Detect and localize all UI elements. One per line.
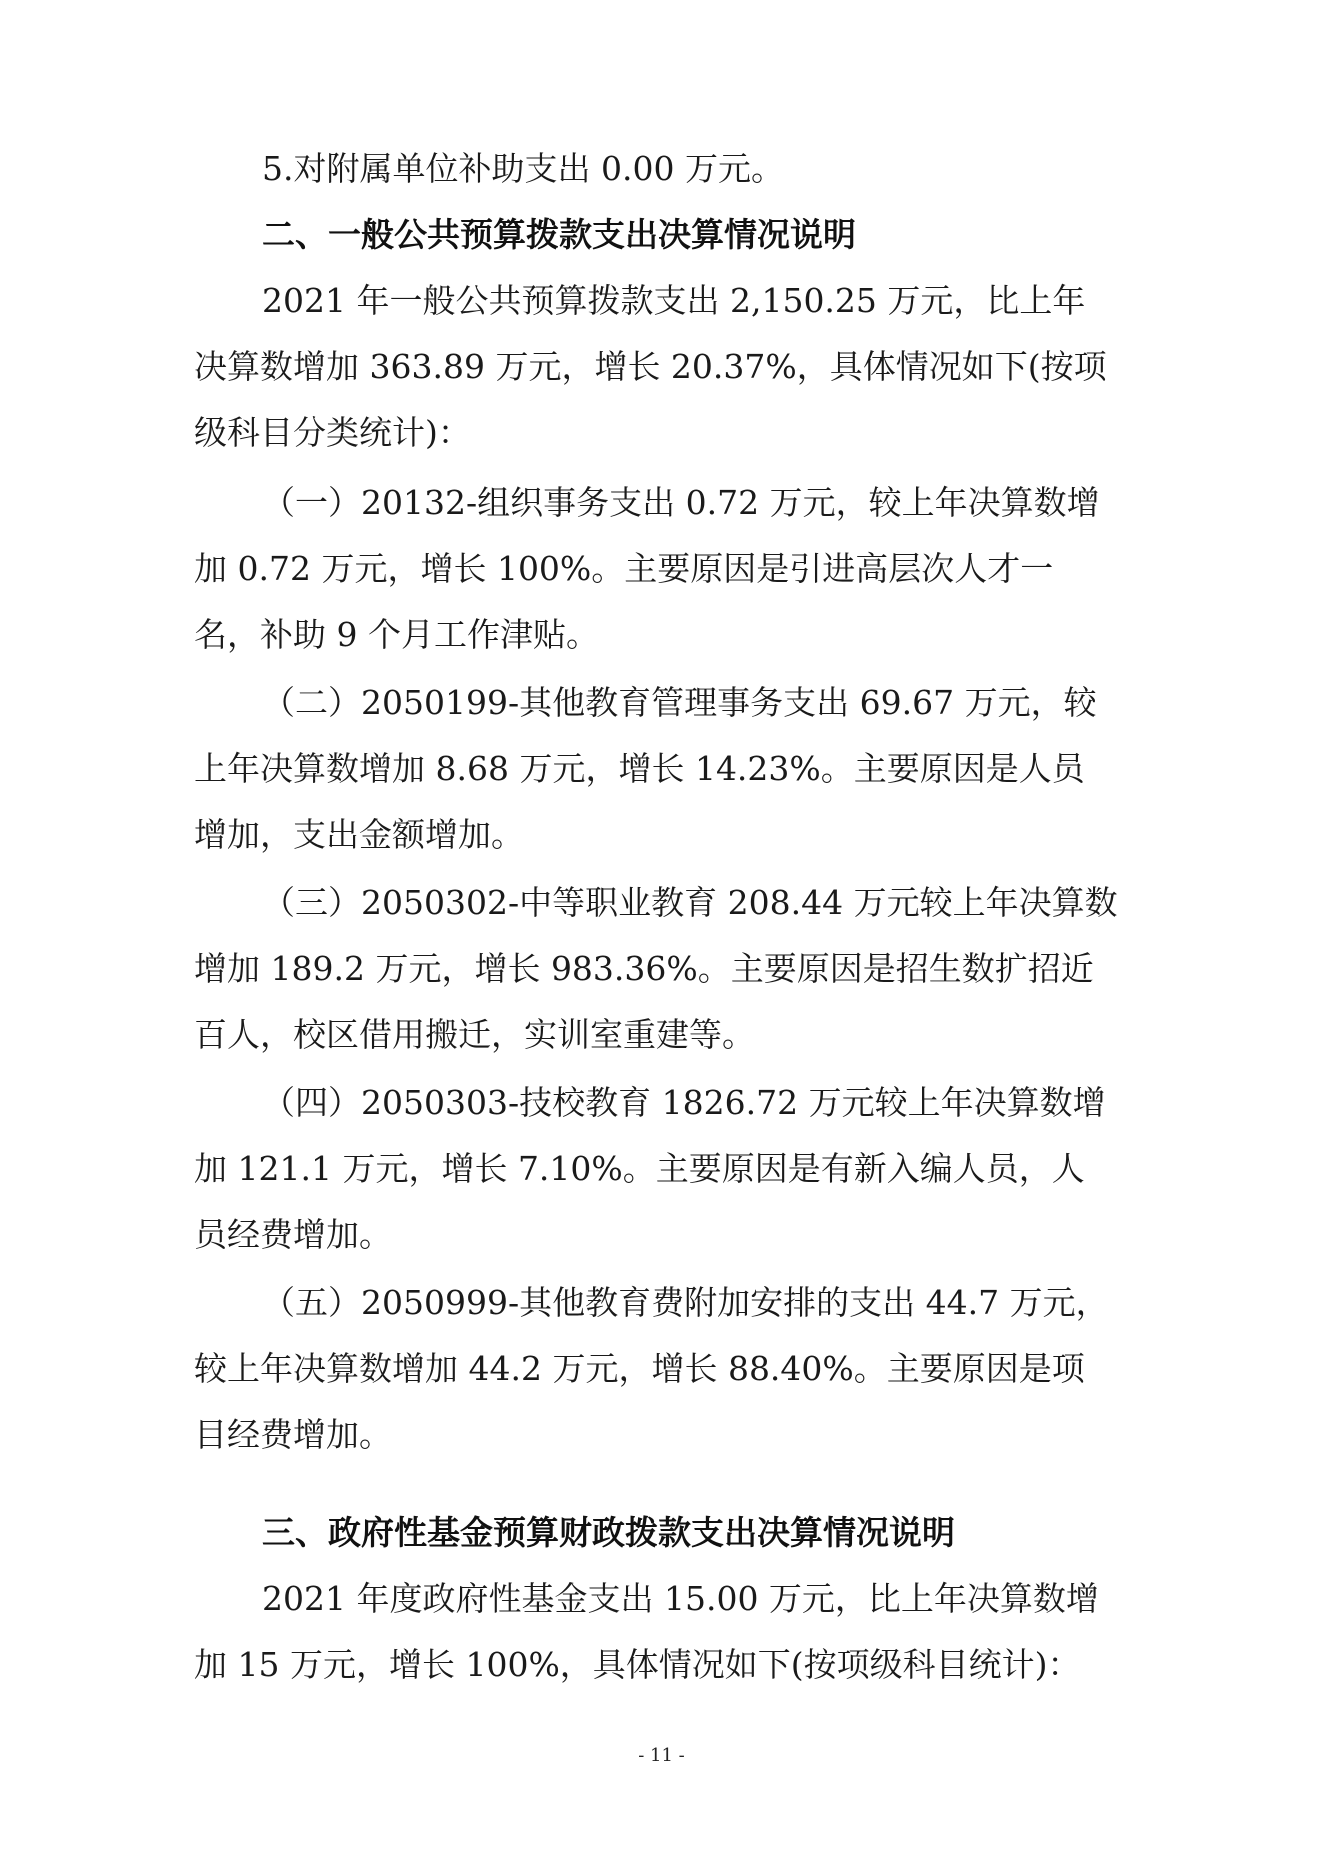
text-line: （四）2050303-技校教育 1826.72 万元较上年决算数增: [262, 1083, 1106, 1122]
text-line: 决算数增加 363.89 万元，增长 20.37%，具体情况如下(按项: [194, 347, 1107, 386]
text-line: 加 0.72 万元，增长 100%。主要原因是引进高层次人才一: [194, 549, 1054, 588]
text-line: 2021 年一般公共预算拨款支出 2,150.25 万元，比上年: [262, 281, 1086, 320]
text-line: 级科目分类统计)：: [194, 413, 471, 452]
text-line: 增加，支出金额增加。: [194, 815, 524, 854]
text-line: 目经费增加。: [194, 1415, 392, 1454]
text-line: 增加 189.2 万元，增长 983.36%。主要原因是招生数扩招近: [194, 949, 1094, 988]
text-line: （三）2050302-中等职业教育 208.44 万元较上年决算数: [262, 883, 1118, 922]
section-heading: 三、政府性基金预算财政拨款支出决算情况说明: [262, 1513, 955, 1552]
text-line: （五）2050999-其他教育费附加安排的支出 44.7 万元，: [262, 1283, 1109, 1322]
text-line: （二）2050199-其他教育管理事务支出 69.67 万元，较: [262, 683, 1097, 722]
text-line: 员经费增加。: [194, 1215, 392, 1254]
text-line: 5.对附属单位补助支出 0.00 万元。: [262, 149, 784, 188]
text-line: 名，补助 9 个月工作津贴。: [194, 615, 599, 654]
text-line: 加 121.1 万元，增长 7.10%。主要原因是有新入编人员，人: [194, 1149, 1085, 1188]
section-heading: 二、一般公共预算拨款支出决算情况说明: [262, 215, 856, 254]
text-line: 加 15 万元，增长 100%，具体情况如下(按项级科目统计)：: [194, 1645, 1081, 1684]
text-line: 较上年决算数增加 44.2 万元，增长 88.40%。主要原因是项: [194, 1349, 1085, 1388]
text-line: 上年决算数增加 8.68 万元，增长 14.23%。主要原因是人员: [194, 749, 1085, 788]
text-line: 2021 年度政府性基金支出 15.00 万元，比上年决算数增: [262, 1579, 1099, 1618]
text-line: （一）20132-组织事务支出 0.72 万元，较上年决算数增: [262, 483, 1100, 522]
page-number: - 11 -: [638, 1745, 685, 1766]
text-line: 百人，校区借用搬迁，实训室重建等。: [194, 1015, 755, 1054]
